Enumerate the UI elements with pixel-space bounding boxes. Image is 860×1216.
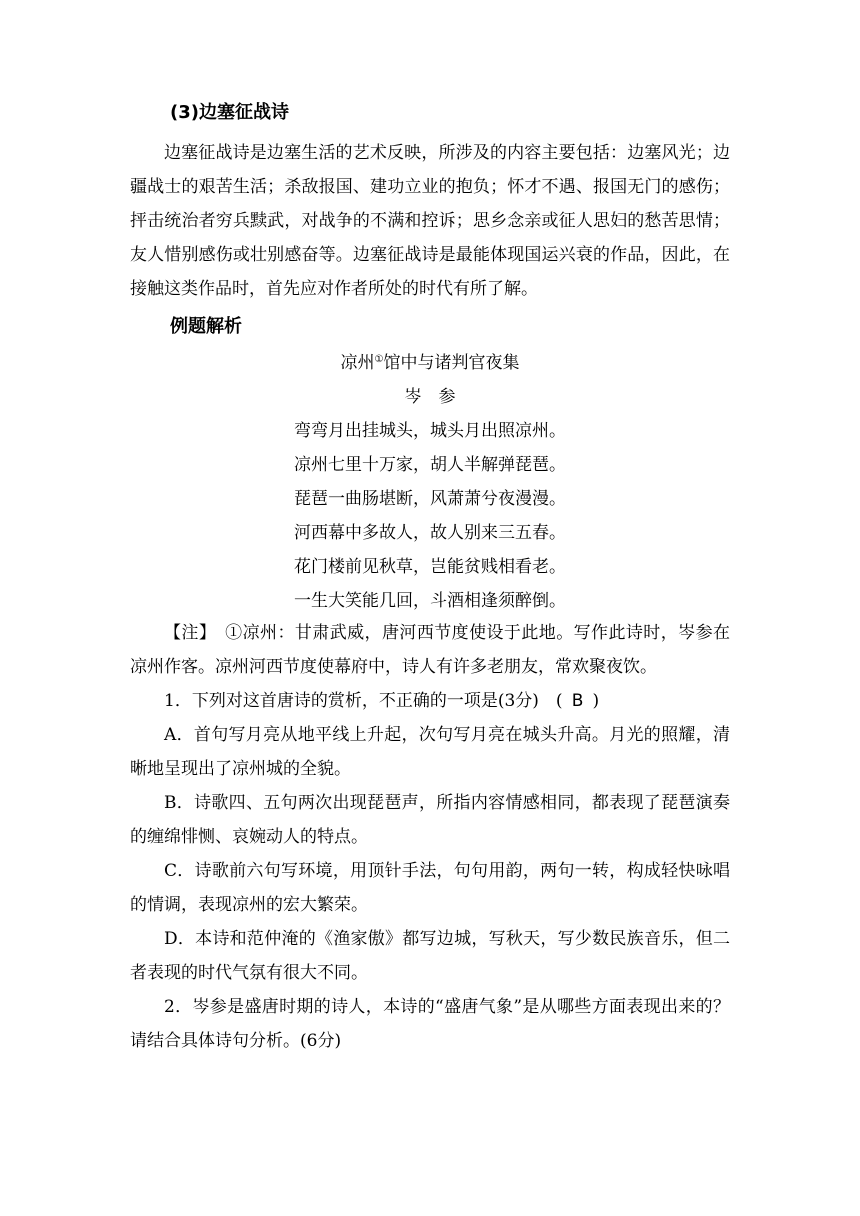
intro-paragraph [130,136,730,306]
poem-note [130,616,730,684]
intro-line: 抨击统治者穷兵黩武，对战争的不满和控诉；思乡念亲或征人思妇的愁苦思情； [130,211,730,231]
poem-author: 岑 参 [404,387,456,407]
option-c: C．诗歌前六句写环境，用顶针手法，句句用韵，两句一转，构成轻快咏唱 的情调，表现凉州的宏大繁荣。 [130,861,730,915]
note-line: 凉州作客。凉州河西节度使幕府中，诗人有许多老朋友，常欢聚夜饮。 [130,657,657,677]
option-a: A．首句写月亮从地平线上升起，次句写月亮在城头升高。月光的照耀，清 晰地呈现出了凉州城的全貌。 [130,725,730,779]
poem-title-note-mark: ① [374,354,384,365]
option-d: D．本诗和范仲淹的《渔家傲》都写边城，写秋天，写少数民族音乐，但二 者表现的时代气氛有很大不同。 [130,929,730,983]
poem-line: 河西幕中多故人，故人别来三五春。 [294,523,566,543]
poem-title [130,346,730,380]
example-heading: 例题解析 [170,316,242,337]
note-line: 【注】 ①凉州：甘肃武威，唐河西节度使设于此地。写作此诗时，岑参在 [164,623,730,643]
poem-line: 一生大笑能几回，斗酒相逢须醉倒。 [294,591,566,611]
intro-line: 边塞征战诗是边塞生活的艺术反映，所涉及的内容主要包括：边塞风光；边 [164,143,730,163]
poem-line: 花门楼前见秋草，岂能贫贱相看老。 [294,557,566,577]
poem-line: 凉州七里十万家，胡人半解弹琵琶。 [294,455,566,475]
intro-line: 接触这类作品时，首先应对作者所处的时代有所了解。 [130,279,538,299]
poem-title-part1: 凉州 [340,353,375,373]
answer-mark: B [571,691,584,711]
question-1 [130,684,730,990]
intro-line: 疆战士的艰苦生活；杀敌报国、建功立业的抱负；怀才不遇、报国无门的感伤； [130,177,730,197]
intro-line: 友人惜别感伤或壮别感奋等。边塞征战诗是最能体现国运兴衰的作品，因此，在 [130,245,730,265]
question-2-line: 请结合具体诗句分析。(6分) [130,1031,342,1051]
question-1-stem: 1．下列对这首唐诗的赏析，不正确的一项是(3分) ( B ) [130,684,730,718]
poem-line: 琵琶一曲肠堪断，风萧萧兮夜漫漫。 [294,489,566,509]
section-heading: (3)边塞征战诗 [170,102,289,123]
option-b: B．诗歌四、五句两次出现琵琶声，所指内容情感相同，都表现了琵琶演奏 的缠绵悱恻、哀婉动人的特点。 [130,793,730,847]
poem-title-part2: 馆中与诸判官夜集 [383,353,520,373]
poem-line: 弯弯月出挂城头，城头月出照凉州。 [294,421,566,441]
poem [130,346,730,618]
question-2 [130,990,730,1058]
question-2-line: 2．岑参是盛唐时期的诗人，本诗的“盛唐气象”是从哪些方面表现出来的？ [164,997,730,1017]
